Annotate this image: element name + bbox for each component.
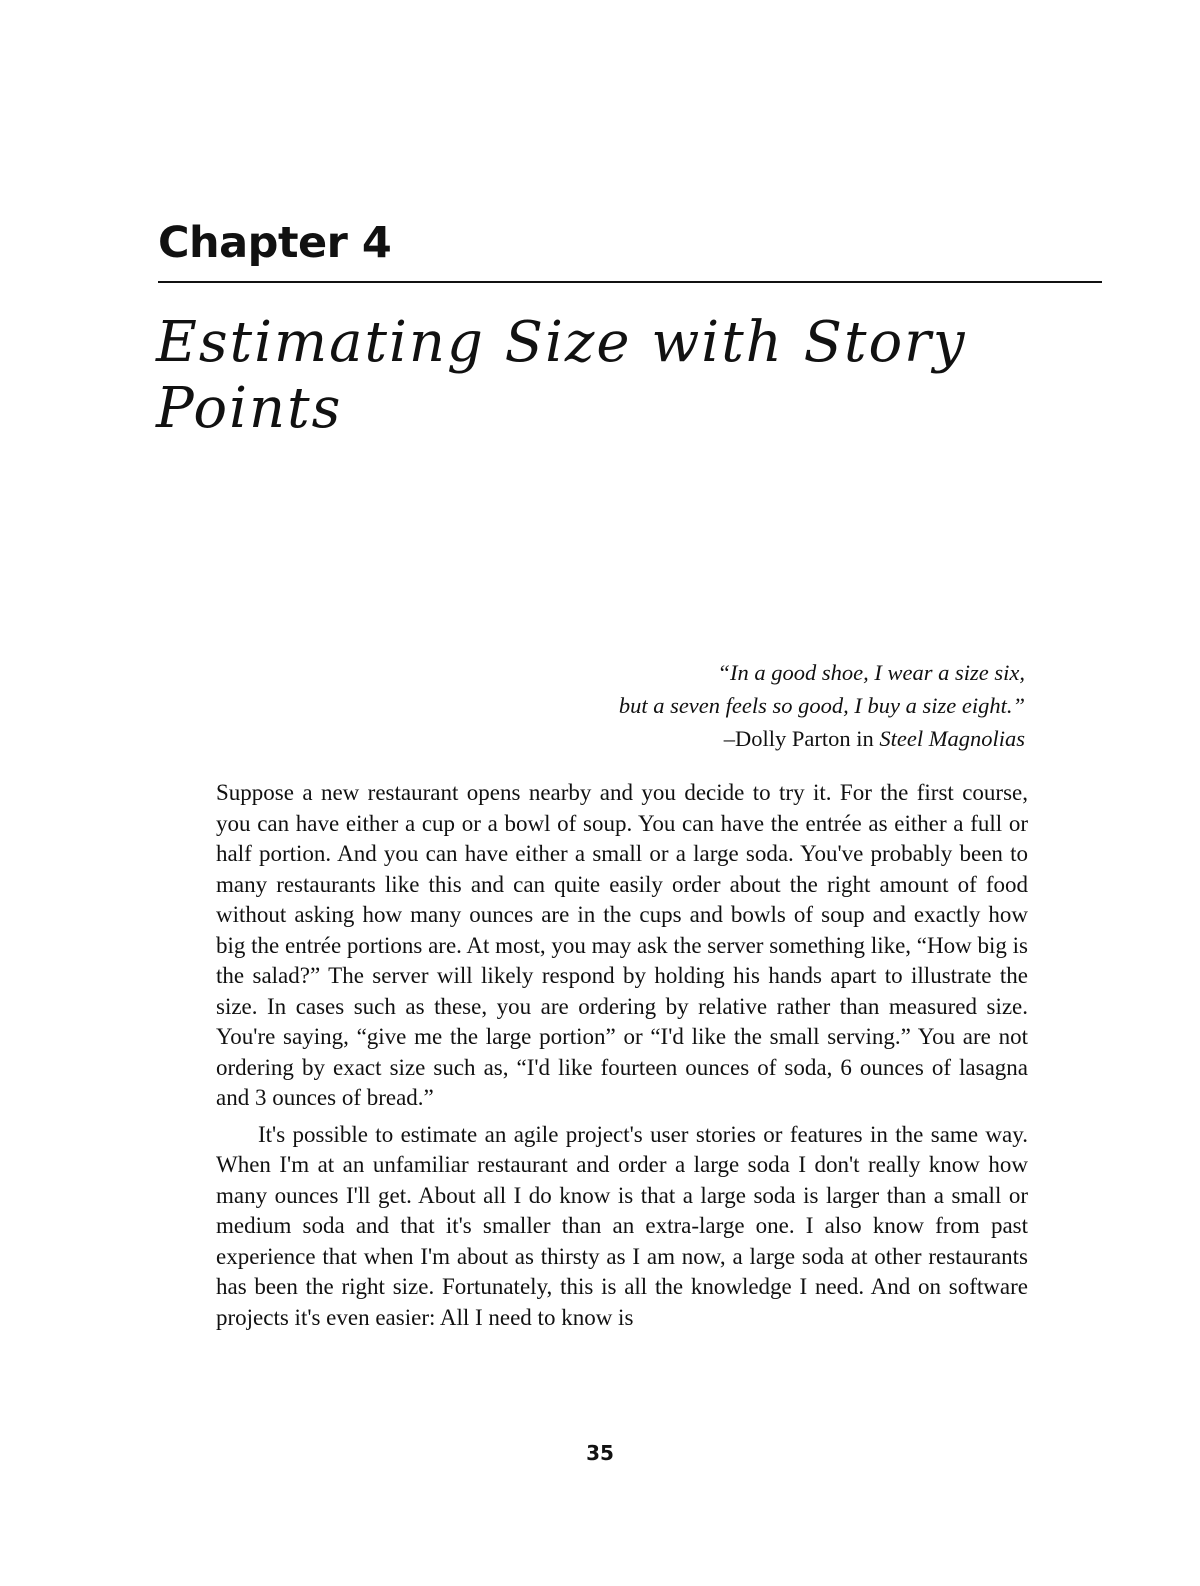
body-paragraph-2: It's possible to estimate an agile project's user stories or features in the same way. When I'm at an unfamiliar restaurant and order a large soda I don't really know how many ounces I'll get. About all I do know is that a large soda is larger than a small or medium soda and that it's smaller than an extra-large one. I also know from past experience that when I'm about as thirsty as I am now, a large soda at other restaurants has been the right size. Fortunately, this is all the knowledge I need. And on software projects it's even easier: All I need to know is (216, 1121, 1028, 1330)
page-number: 35 (586, 1441, 614, 1465)
epigraph-attribution-author: –Dolly Parton in (723, 726, 880, 751)
chapter-label: Chapter 4 (158, 218, 392, 268)
epigraph-quote-line-1: “In a good shoe, I wear a size six, (717, 660, 1025, 685)
body-paragraph-1: Suppose a new restaurant opens nearby and you decide to try it. For the first course, you can have either a cup or a bowl of soup. You can have the entrée as either a full or half portion. And you can have either a small or a large soda. You've probably been to many restaurants like this and can quite easily order about the right amount of food without asking how many ounces are in the cups and bowls of soup and exactly how big the entrée portions are. At most, you may ask the server something like, “How big is the salad?” The server will likely respond by holding his hands apart to illustrate the size. In cases such as these, you are ordering by relative rather than measured size. You're saying, “give me the large portion” or “I'd like the small serving.” You are not ordering by exact size such as, “I'd like fourteen ounces of soda, 6 ounces of lasagna and 3 ounces of bread.” (216, 780, 1028, 1110)
epigraph-quote-line-2: but a seven feels so good, I buy a size eight.” (618, 693, 1025, 718)
chapter-title: Estimating Size with Story Points (156, 310, 967, 441)
epigraph (619, 656, 1025, 755)
body-text (216, 778, 1028, 1333)
chapter-heading-rule (158, 281, 1102, 283)
epigraph-attribution-work: Steel Magnolias (879, 726, 1025, 751)
epigraph-attribution (619, 722, 1025, 755)
